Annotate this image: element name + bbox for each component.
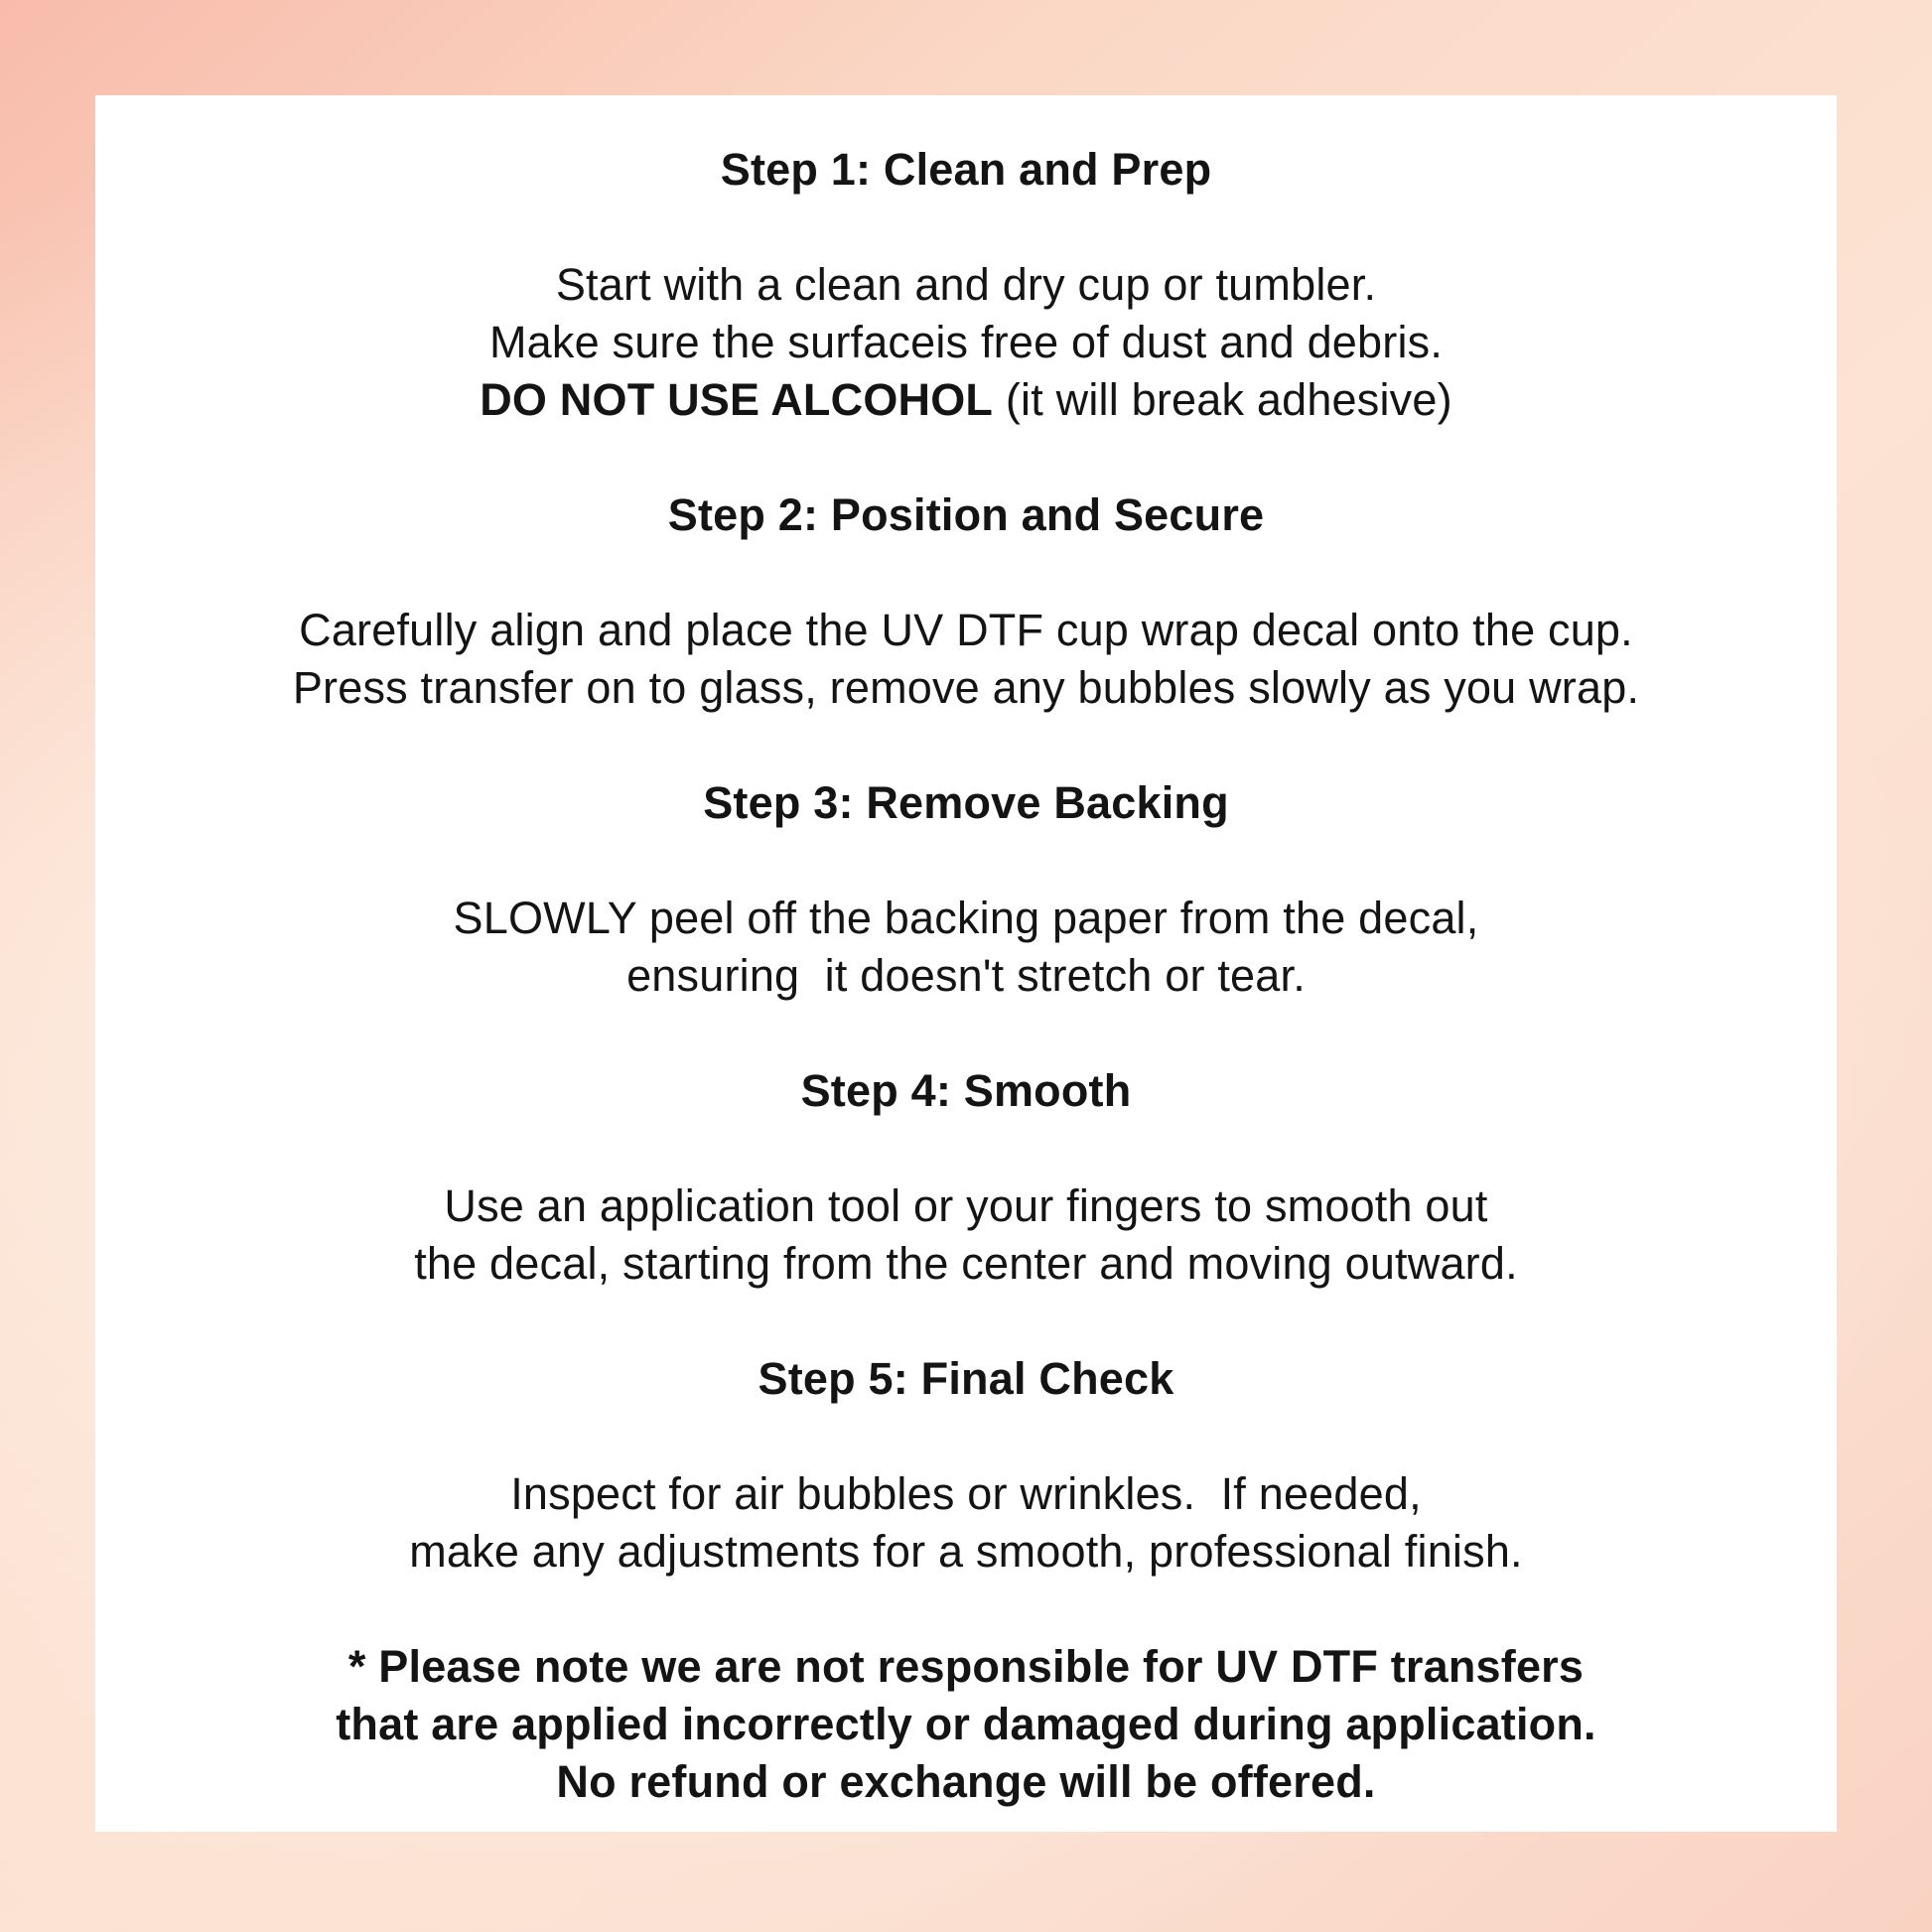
step-4-line-2: the decal, starting from the center and moving outward.: [414, 1238, 1518, 1289]
disclaimer-section: [95, 1638, 1837, 1811]
alcohol-warning-bold-text: DO NOT USE ALCOHOL: [480, 374, 994, 425]
step-1-section: [95, 141, 1837, 429]
step-2-line-2: Press transfer on to glass, remove any bubbles slowly as you wrap.: [292, 662, 1640, 713]
step-3-section: [95, 774, 1837, 1005]
step-2-title: Step 2: Position and Secure: [667, 489, 1265, 540]
step-4-title: Step 4: Smooth: [800, 1065, 1132, 1116]
step-1-title: Step 1: Clean and Prep: [720, 144, 1212, 195]
step-1-alcohol-warning-line: [95, 371, 1837, 429]
instruction-card: [95, 95, 1837, 1832]
step-5-line-2: make any adjustments for a smooth, professional finish.: [409, 1526, 1523, 1577]
alcohol-warning-rest-text: (it will break adhesive): [993, 374, 1452, 425]
step-1-line-2: Make sure the surfaceis free of dust and debris.: [488, 317, 1444, 367]
step-4-section: [95, 1062, 1837, 1293]
step-5-section: [95, 1350, 1837, 1581]
disclaimer-line-2: that are applied incorrectly or damaged during application.: [336, 1699, 1596, 1749]
step-3-line-1: SLOWLY peel off the backing paper from the decal,: [453, 893, 1479, 943]
step-4-line-1: Use an application tool or your fingers to smooth out: [444, 1180, 1488, 1231]
disclaimer-line-3: No refund or exchange will be offered.: [556, 1756, 1376, 1807]
disclaimer-line-1: * Please note we are not responsible for UV DTF transfers: [347, 1641, 1585, 1692]
step-3-title: Step 3: Remove Backing: [703, 777, 1229, 828]
step-2-section: [95, 486, 1837, 717]
step-2-line-1: Carefully align and place the UV DTF cup wrap decal onto the cup.: [299, 605, 1633, 655]
step-5-title: Step 5: Final Check: [758, 1353, 1174, 1404]
step-5-line-1: Inspect for air bubbles or wrinkles. If needed,: [510, 1468, 1422, 1519]
step-1-line-1: Start with a clean and dry cup or tumbler.: [555, 259, 1377, 310]
step-3-line-2: ensuring it doesn't stretch or tear.: [626, 950, 1306, 1001]
